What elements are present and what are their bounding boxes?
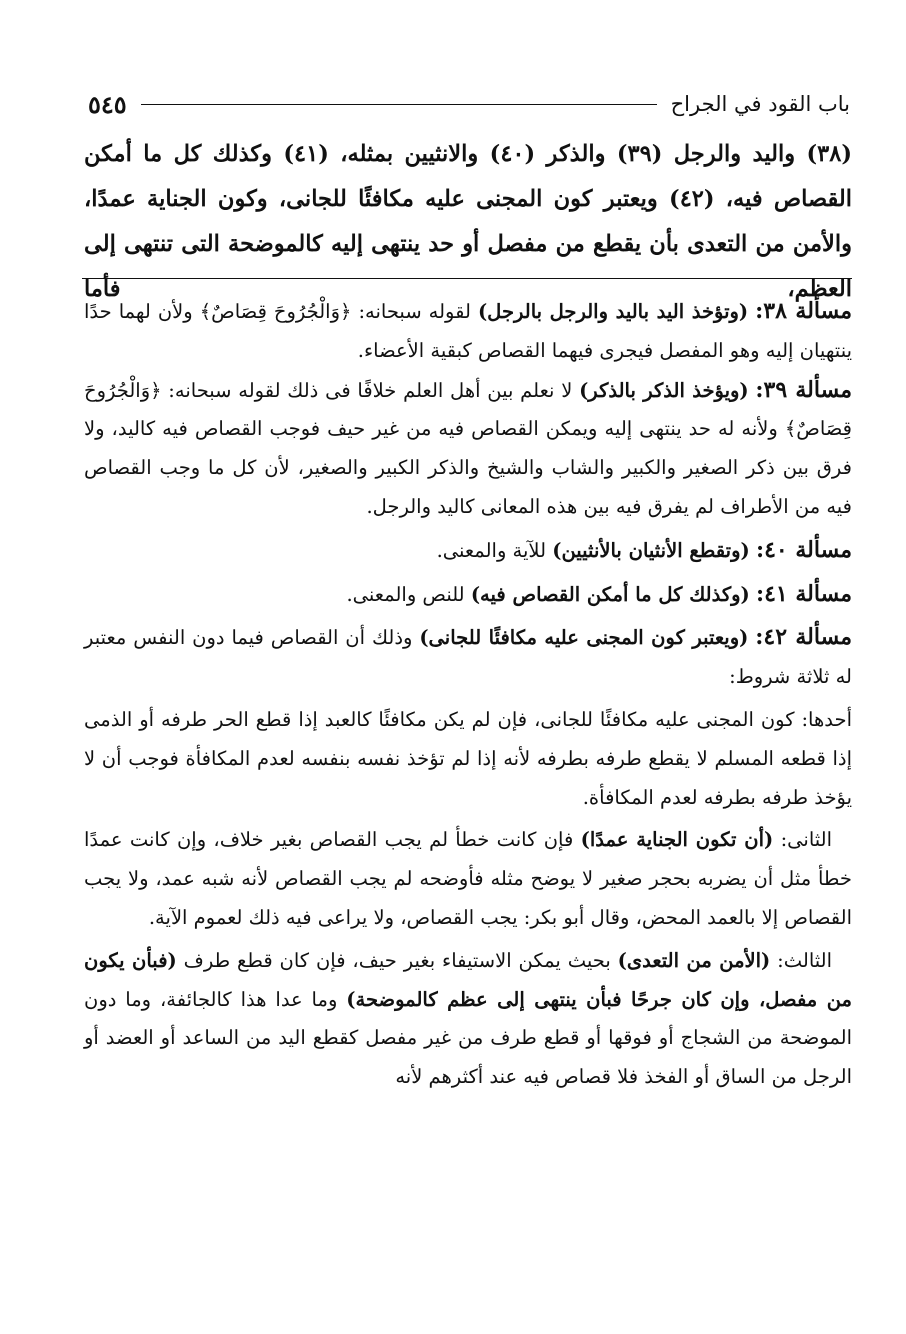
masala-quote: (وتقطع الأنثيان بالأنثيين): [552, 538, 750, 562]
masala-label: مسألة ٤٠:: [755, 536, 852, 563]
masala-38: [84, 292, 852, 371]
condition-2: [84, 821, 852, 937]
masala-quote: (وتؤخذ اليد باليد والرجل بالرجل): [477, 300, 749, 323]
masala-text: لا نعلم بين أهل العلم خلافًا فى ذلك لقوله سبحانه: ﴿وَالْجُرُوحَ قِصَاصٌ﴾ ولأنه له حد ينتهى إليه ويمكن القصاص فيه من غير حيف فوجب القصاص فيه كاليد، ولا فرق بين ذكر الصغير والكبير والشاب والشيخ والذكر الكبير والصغير، لأن كل ما وجب القصاص فيه من الأطراف لم يفرق فيه بين هذه المعانى كاليد والرجل.: [84, 378, 852, 518]
masala-quote: (ويؤخذ الذكر بالذكر): [579, 378, 749, 402]
masala-label: مسألة ٣٩:: [755, 376, 852, 403]
masala-42: [84, 618, 852, 697]
commentary: [84, 292, 852, 1097]
condition-quote: (أن تكون الجناية عمدًا): [580, 828, 774, 852]
masala-label: مسألة ٤١:: [755, 580, 852, 607]
condition-lead: الثانى:: [780, 828, 833, 852]
masala-text: للنص والمعنى.: [346, 582, 465, 606]
masala-text: وذلك أن القصاص فيما دون النفس معتبر له ثلاثة شروط:: [84, 626, 852, 689]
masala-40: [84, 531, 852, 571]
masala-quote: (وكذلك كل ما أمكن القصاص فيه): [470, 582, 750, 606]
condition-lead: الثالث:: [777, 948, 832, 972]
page-number: ٥٤٥: [88, 89, 127, 119]
masala-label: مسألة ٣٨:: [755, 298, 853, 324]
header-rule: [141, 104, 657, 105]
main-text: (٣٨) واليد والرجل (٣٩) والذكر (٤٠) والانثيين بمثله، (٤١) وكذلك كل ما أمكن القصاص فيه، (٤٢) ويعتبر كون المجنى عليه مكافئًا للجانى، وكون الجناية عمدًا، والأمن من التعدى بأن يقطع من مفصل أو حد ينتهى إليه كالموضحة التى تنتهى إلى العظم، فأما: [84, 141, 852, 302]
condition-quote: (الأمن من التعدى): [617, 948, 771, 972]
condition-text-2: وما عدا هذا كالجائفة، وما دون الموضحة من الشجاج أو فوقها أو قطع طرف من غير مفصل كقطع اليد من الساعد أو العضد أو الرجل من الساق أو الفخذ فلا قصاص فيه عند أكثرهم لأنه: [84, 987, 852, 1089]
masala-label: مسألة ٤٢:: [755, 624, 852, 651]
condition-text: بحيث يمكن الاستيفاء بغير حيف، فإن كان قطع طرف: [183, 948, 611, 972]
masala-quote: (ويعتبر كون المجنى عليه مكافئًا للجانى): [419, 626, 749, 650]
condition-3: [84, 942, 852, 1097]
condition-quote-2: (فبأن يكون من مفصل، وإن كان جرحًا فبأن ينتهى إلى عظم كالموضحة): [84, 948, 853, 1011]
masala-39: [84, 371, 852, 527]
condition-1: [84, 701, 852, 817]
condition-text: فإن كانت خطأ لم يجب القصاص بغير خلاف، وإن كانت عمدًا خطأ مثل أن يضربه بحجر صغير لا يوضح مثله فأوضحه لم يجب القصاص لأنه شبه عمد، ولا يجب القصاص إلا بالعمد المحض، وقال أبو بكر: يجب القصاص، ولا يراعى فيه ذلك لعموم الآية.: [84, 828, 852, 929]
masala-41: [84, 575, 852, 615]
condition-text: أحدها: كون المجنى عليه مكافئًا للجانى، فإن لم يكن مكافئًا كالعبد إذا قطع الحر طرفه أو الذمى إذا قطعه المسلم لا يقطع طرفه بطرفه لأنه إذا لم تؤخذ نفسه بنفسه لعدم المكافأة فوجب أن لا يؤخذ طرفه بطرفه لعدم المكافأة.: [84, 707, 852, 809]
chapter-title: باب القود في الجراح: [670, 92, 850, 116]
section-separator: [82, 278, 852, 279]
masala-text: لقوله سبحانه: ﴿وَالْجُرُوحَ قِصَاصٌ﴾ ولأن لهما حدًا ينتهيان إليه وهو المفصل فيجرى فيهما القصاص كبقية الأعضاء.: [84, 300, 852, 362]
masala-text: للآية والمعنى.: [436, 538, 547, 562]
running-header: [88, 86, 850, 122]
